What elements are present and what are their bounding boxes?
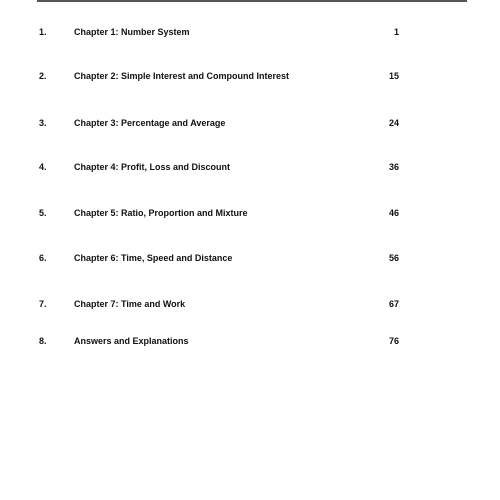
toc-entry-chapter-1 [0, 24, 500, 40]
toc-entry-number: 1. [39, 27, 47, 37]
toc-entry-number: 3. [39, 118, 47, 128]
toc-entry-chapter-2 [0, 68, 500, 84]
toc-entry-page-number: 67 [388, 299, 399, 309]
top-rule-divider [37, 0, 467, 2]
toc-entry-answers [0, 333, 500, 349]
toc-entry-title: Chapter 1: Number System [74, 27, 190, 37]
toc-entry-title: Chapter 6: Time, Speed and Distance [74, 253, 233, 263]
toc-entry-page-number: 1 [393, 27, 399, 37]
toc-entry-chapter-6 [0, 250, 500, 266]
toc-entry-chapter-4 [0, 159, 500, 175]
toc-entry-number: 4. [39, 162, 47, 172]
toc-entry-title: Chapter 2: Simple Interest and Compound Interest [74, 71, 290, 81]
toc-entry-number: 8. [39, 336, 47, 346]
toc-entry-chapter-7 [0, 296, 500, 312]
toc-entry-page-number: 46 [388, 208, 399, 218]
toc-entry-title: Chapter 4: Profit, Loss and Discount [74, 162, 231, 172]
toc-entry-page-number: 15 [388, 71, 399, 81]
toc-entry-page-number: 56 [388, 253, 399, 263]
toc-entry-number: 5. [39, 208, 47, 218]
toc-entry-chapter-3 [0, 115, 500, 131]
toc-entry-page-number: 36 [388, 162, 399, 172]
toc-entry-title: Chapter 3: Percentage and Average [74, 118, 226, 128]
toc-entry-title: Answers and Explanations [74, 336, 189, 346]
toc-entry-number: 7. [39, 299, 47, 309]
toc-entry-chapter-5 [0, 205, 500, 221]
toc-entry-page-number: 76 [388, 336, 399, 346]
toc-entry-page-number: 24 [388, 118, 399, 128]
toc-entry-number: 2. [39, 71, 47, 81]
toc-entry-title: Chapter 5: Ratio, Proportion and Mixture [74, 208, 248, 218]
toc-entry-title: Chapter 7: Time and Work [74, 299, 186, 309]
toc-entry-number: 6. [39, 253, 47, 263]
